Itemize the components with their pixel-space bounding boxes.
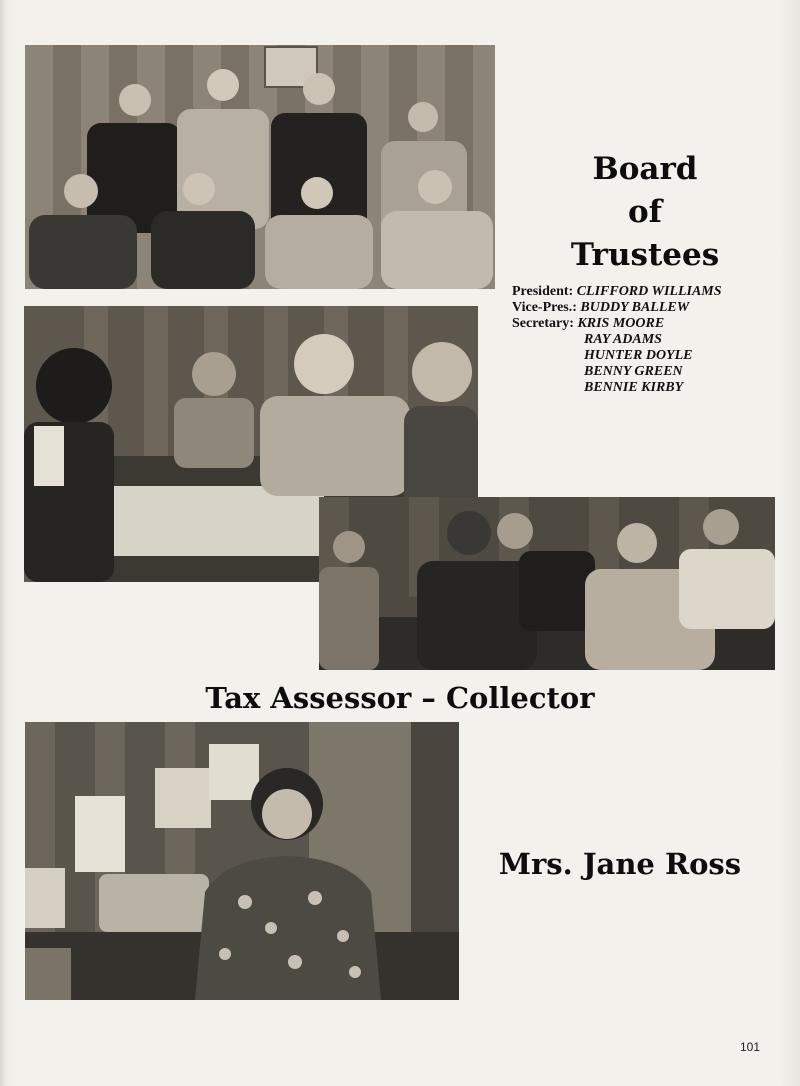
officer-role: Vice-Pres.: — [512, 300, 577, 315]
board-table-photo — [319, 497, 775, 670]
page-number: 101 — [739, 1040, 760, 1054]
officer-name: BUDDY BALLEW — [580, 300, 690, 315]
board-group-photo — [25, 45, 495, 289]
officer-row-vice-president — [512, 300, 722, 316]
tax-assessor-photo — [25, 722, 459, 1000]
member-name: RAY ADAMS — [584, 332, 662, 347]
officer-row-president — [512, 284, 722, 300]
member-name: BENNY GREEN — [584, 364, 683, 379]
officer-role: President: — [512, 284, 574, 299]
officer-role: Secretary: — [512, 316, 574, 331]
member-name: BENNIE KIRBY — [584, 380, 684, 395]
officer-list — [512, 284, 722, 396]
board-title-line-1: Board — [592, 151, 698, 187]
board-title-line-3: Trustees — [570, 237, 720, 273]
board-of-trustees-heading — [545, 148, 745, 277]
officer-name: CLIFFORD WILLIAMS — [576, 284, 722, 299]
officer-name: KRIS MOORE — [577, 316, 665, 331]
officer-row-secretary — [512, 316, 722, 332]
tax-assessor-heading: Tax Assessor – Collector — [205, 681, 595, 715]
tax-assessor-name: Mrs. Jane Ross — [498, 847, 742, 881]
member-name: HUNTER DOYLE — [584, 348, 693, 363]
board-title-line-2: of — [627, 194, 662, 230]
